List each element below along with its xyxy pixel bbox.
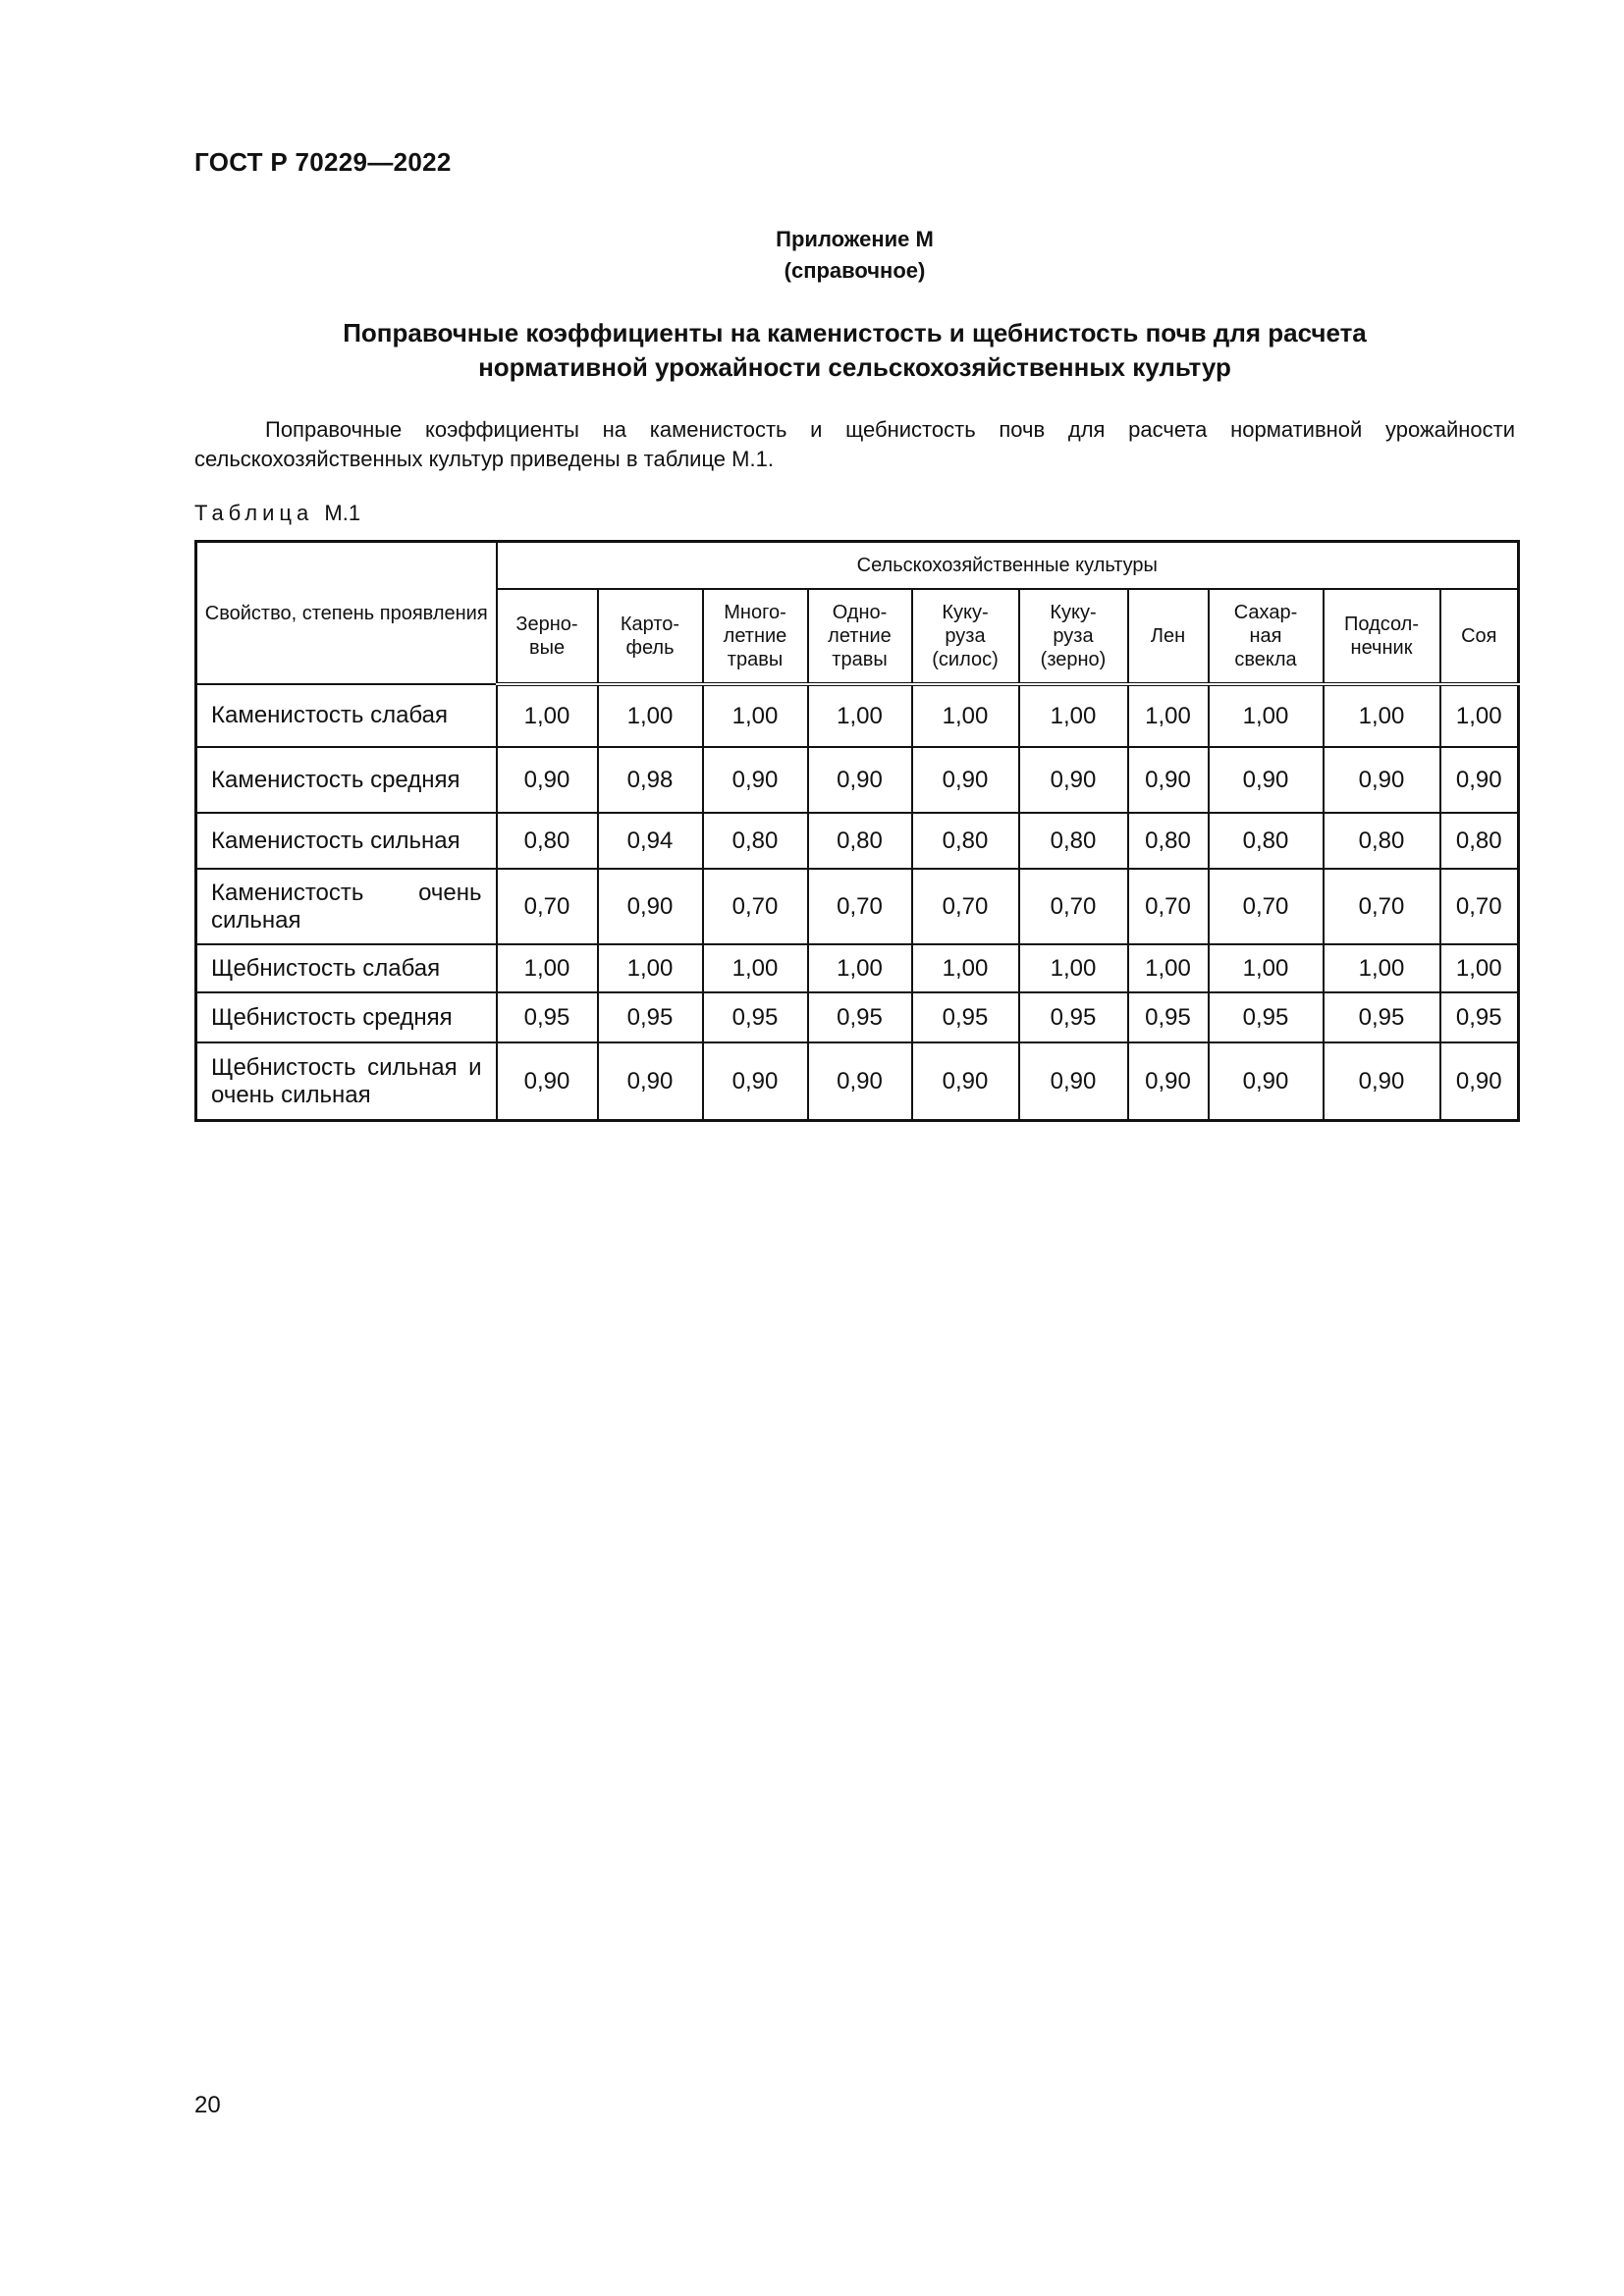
coefficient-cell: 1,00	[1128, 684, 1209, 747]
coefficients-table	[194, 540, 1520, 1122]
coefficient-cell: 0,90	[808, 1042, 912, 1121]
coefficient-cell: 0,80	[497, 813, 598, 869]
intro-paragraph: Поправочные коэффициенты на каменистость и щебнистость почв для расчета нормативной урожайности сельскохозяйственных культур приведены в таблице М.1.	[194, 417, 1515, 471]
table-row	[196, 944, 1519, 992]
coefficient-cell: 0,90	[808, 747, 912, 813]
coefficient-cell: 0,80	[1209, 813, 1324, 869]
culture-column-header: Куку- руза (силос)	[912, 589, 1019, 684]
property-cell: Щебнистость сильная и очень сильная	[196, 1042, 497, 1121]
coefficient-cell: 0,95	[1440, 992, 1519, 1042]
table-row	[196, 684, 1519, 747]
coefficient-cell: 0,90	[703, 747, 808, 813]
culture-column-header: Лен	[1128, 589, 1209, 684]
group-header-cell: Сельскохозяйственные культуры	[497, 542, 1519, 590]
coefficient-cell: 1,00	[1440, 684, 1519, 747]
coefficient-cell: 1,00	[808, 684, 912, 747]
coefficient-cell: 0,80	[1440, 813, 1519, 869]
coefficient-cell: 1,00	[497, 684, 598, 747]
coefficient-cell: 0,80	[1128, 813, 1209, 869]
coefficient-cell: 1,00	[703, 944, 808, 992]
property-cell: Каменистость слабая	[196, 684, 497, 747]
coefficient-cell: 0,94	[598, 813, 703, 869]
coefficient-cell: 1,00	[1128, 944, 1209, 992]
appendix-kind: (справочное)	[784, 258, 926, 283]
coefficient-cell: 0,98	[598, 747, 703, 813]
coefficient-cell: 0,95	[808, 992, 912, 1042]
coefficient-cell: 0,80	[703, 813, 808, 869]
table-caption-number: М.1	[324, 501, 361, 525]
coefficient-cell: 0,95	[703, 992, 808, 1042]
coefficient-cell: 0,90	[1019, 747, 1128, 813]
coefficient-cell: 0,70	[1128, 869, 1209, 944]
coefficient-cell: 0,70	[1440, 869, 1519, 944]
property-cell: Щебнистость средняя	[196, 992, 497, 1042]
coefficient-cell: 0,70	[497, 869, 598, 944]
coefficient-cell: 1,00	[912, 684, 1019, 747]
coefficient-cell: 0,95	[1209, 992, 1324, 1042]
coefficient-cell: 0,90	[912, 747, 1019, 813]
culture-column-header: Зерно- вые	[497, 589, 598, 684]
coefficient-cell: 0,95	[1128, 992, 1209, 1042]
coefficient-cell: 0,90	[703, 1042, 808, 1121]
coefficient-cell: 1,00	[497, 944, 598, 992]
coefficient-cell: 1,00	[1440, 944, 1519, 992]
coefficient-cell: 0,95	[1324, 992, 1440, 1042]
coefficient-cell: 1,00	[1209, 944, 1324, 992]
culture-column-header: Сахар- ная свекла	[1209, 589, 1324, 684]
page-number: 20	[194, 2092, 221, 2118]
culture-column-header: Соя	[1440, 589, 1519, 684]
coefficient-cell: 0,90	[1324, 1042, 1440, 1121]
table-row	[196, 1042, 1519, 1121]
coefficient-cell: 0,95	[1019, 992, 1128, 1042]
section-title-line-1: Поправочные коэффициенты на каменистость и щебнистость почв для расчета	[343, 318, 1367, 347]
appendix-heading	[194, 224, 1515, 287]
coefficient-cell: 0,90	[598, 869, 703, 944]
culture-column-header: Одно- летние травы	[808, 589, 912, 684]
coefficient-cell: 0,90	[497, 747, 598, 813]
table-row	[196, 747, 1519, 813]
coefficient-cell: 0,80	[1324, 813, 1440, 869]
property-cell: Каменистость сильная	[196, 813, 497, 869]
coefficient-cell: 0,80	[808, 813, 912, 869]
coefficient-cell: 0,90	[598, 1042, 703, 1121]
document-standard-header: ГОСТ Р 70229—2022	[194, 147, 452, 177]
table-row	[196, 869, 1519, 944]
coefficient-cell: 0,95	[912, 992, 1019, 1042]
appendix-title: Приложение М	[776, 227, 934, 251]
culture-column-header: Карто- фель	[598, 589, 703, 684]
coefficient-cell: 0,80	[912, 813, 1019, 869]
coefficient-cell: 1,00	[912, 944, 1019, 992]
property-cell: Каменистость средняя	[196, 747, 497, 813]
culture-column-header: Подсол- нечник	[1324, 589, 1440, 684]
coefficient-cell: 0,70	[703, 869, 808, 944]
coefficient-cell: 0,70	[1324, 869, 1440, 944]
coefficient-cell: 0,95	[598, 992, 703, 1042]
coefficient-cell: 0,90	[1440, 1042, 1519, 1121]
section-title-line-2: нормативной урожайности сельскохозяйственных культур	[478, 352, 1231, 382]
coefficient-cell: 0,95	[497, 992, 598, 1042]
coefficient-cell: 0,90	[1128, 1042, 1209, 1121]
coefficient-cell: 0,90	[1019, 1042, 1128, 1121]
coefficient-cell: 1,00	[1019, 684, 1128, 747]
coefficient-cell: 1,00	[1019, 944, 1128, 992]
coefficient-cell: 0,90	[912, 1042, 1019, 1121]
coefficient-cell: 1,00	[598, 944, 703, 992]
culture-column-header: Много- летние травы	[703, 589, 808, 684]
coefficient-cell: 0,90	[1324, 747, 1440, 813]
table-caption-word: Таблица	[194, 501, 314, 525]
coefficient-cell: 1,00	[598, 684, 703, 747]
coefficient-cell: 0,70	[1209, 869, 1324, 944]
coefficient-cell: 0,90	[497, 1042, 598, 1121]
culture-column-header: Куку- руза (зерно)	[1019, 589, 1128, 684]
coefficient-cell: 0,80	[1019, 813, 1128, 869]
coefficient-cell: 0,70	[808, 869, 912, 944]
table-row	[196, 813, 1519, 869]
coefficient-cell: 0,90	[1440, 747, 1519, 813]
coefficient-cell: 1,00	[703, 684, 808, 747]
coefficient-cell: 1,00	[808, 944, 912, 992]
coefficient-cell: 1,00	[1324, 684, 1440, 747]
table-row	[196, 992, 1519, 1042]
coefficient-cell: 1,00	[1324, 944, 1440, 992]
property-cell: Щебнистость слабая	[196, 944, 497, 992]
coefficient-cell: 0,70	[912, 869, 1019, 944]
section-title	[194, 316, 1515, 385]
coefficient-cell: 0,90	[1128, 747, 1209, 813]
coefficient-cell: 1,00	[1209, 684, 1324, 747]
table-caption	[194, 501, 360, 526]
coefficient-cell: 0,90	[1209, 747, 1324, 813]
property-cell: Каменистость очень сильная	[196, 869, 497, 944]
row-header-cell: Свойство, степень проявления	[196, 542, 497, 685]
coefficient-cell: 0,70	[1019, 869, 1128, 944]
coefficient-cell: 0,90	[1209, 1042, 1324, 1121]
